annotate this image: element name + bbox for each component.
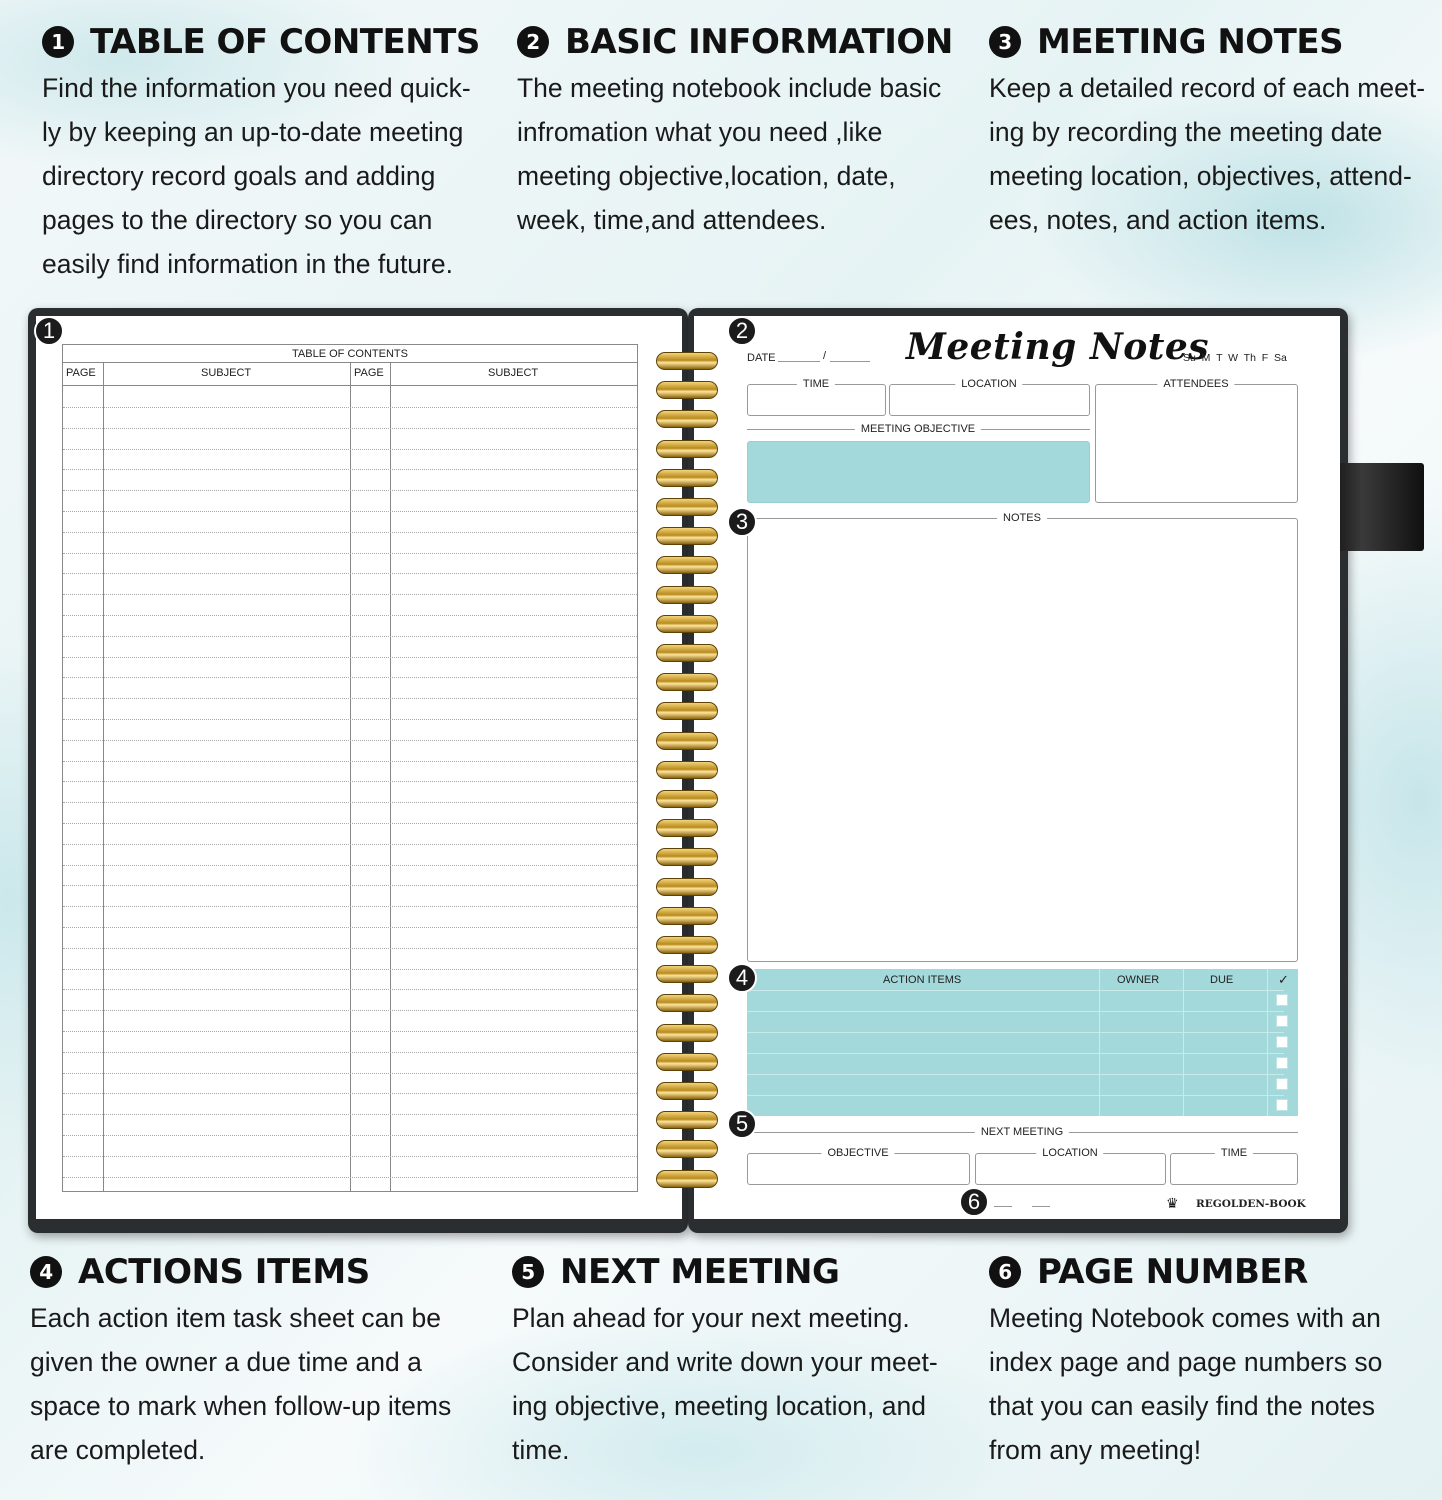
spiral-ring xyxy=(656,819,718,837)
brand-name: REGOLDEN-BOOK xyxy=(1196,1198,1306,1210)
next-meeting-label: NEXT MEETING xyxy=(975,1126,1069,1138)
action-item-checkbox xyxy=(1276,1078,1288,1090)
toc-rule-line xyxy=(63,573,637,574)
toc-rule-line xyxy=(63,927,637,928)
spiral-ring xyxy=(656,469,718,487)
elastic-pen-loop xyxy=(1336,463,1424,551)
action-item-row xyxy=(747,1011,1284,1012)
action-item-row xyxy=(747,1032,1284,1033)
spiral-ring xyxy=(656,1082,718,1100)
spiral-ring xyxy=(656,1053,718,1071)
number-badge: 1 xyxy=(42,26,74,58)
feature-description: Find the information you need quick- ly by keeping an up-to-date meeting directory record goals and adding pages to the directory so you can easily find information in the future. xyxy=(42,73,471,279)
spiral-ring xyxy=(656,615,718,633)
next-objective-label: OBJECTIVE xyxy=(821,1147,894,1159)
toc-rule-line xyxy=(63,1093,637,1094)
spiral-ring xyxy=(656,878,718,896)
spiral-ring xyxy=(656,410,718,428)
toc-rule-line xyxy=(63,594,637,595)
spiral-ring xyxy=(656,1111,718,1129)
feature-title: NEXT MEETING xyxy=(560,1252,840,1292)
toc-rule-line xyxy=(63,428,637,429)
toc-rule-line xyxy=(63,657,637,658)
notes-label: NOTES xyxy=(997,512,1047,524)
toc-rule-line xyxy=(63,1114,637,1115)
spiral-ring xyxy=(656,556,718,574)
feature-description: Each action item task sheet can be given the owner a due time and a space to mark when follow-up items are completed. xyxy=(30,1303,452,1465)
spiral-ring xyxy=(656,498,718,516)
owner-header: OWNER xyxy=(1117,974,1160,986)
feature-title: PAGE NUMBER xyxy=(1037,1252,1308,1292)
feature-title: MEETING NOTES xyxy=(1037,22,1344,62)
toc-rule-line xyxy=(63,1177,637,1178)
toc-rule-line xyxy=(63,677,637,678)
toc-rule-line xyxy=(63,469,637,470)
toc-rule-line xyxy=(63,948,637,949)
toc-rule-line xyxy=(63,615,637,616)
feature-description: Meeting Notebook comes with an index page and page numbers so that you can easily find the notes from any meeting! xyxy=(989,1303,1383,1465)
spiral-ring xyxy=(656,1170,718,1188)
feature-description: Keep a detailed record of each meet- ing by recording the meeting date meeting location, objectives, attend- ees, notes, and action items. xyxy=(989,73,1426,235)
toc-rule-line xyxy=(63,532,637,533)
marker-5: 5 xyxy=(727,1109,757,1139)
spiral-ring xyxy=(656,673,718,691)
toc-table xyxy=(62,344,638,1192)
marker-4: 4 xyxy=(727,963,757,993)
attendees-box xyxy=(1095,384,1298,503)
spiral-ring xyxy=(656,381,718,399)
spiral-ring xyxy=(656,907,718,925)
toc-rule-line xyxy=(63,865,637,866)
toc-title: TABLE OF CONTENTS xyxy=(63,345,637,363)
date-separator: / xyxy=(823,350,827,362)
toc-rule-line xyxy=(63,969,637,970)
action-item-row xyxy=(747,1095,1284,1096)
spiral-ring xyxy=(656,1140,718,1158)
toc-rule-line xyxy=(63,740,637,741)
toc-rule-line xyxy=(63,844,637,845)
feature-table-of-contents xyxy=(42,22,492,286)
feature-description: Plan ahead for your next meeting. Consider and write down your meet- ing objective, meeting location, and time. xyxy=(512,1303,938,1465)
attendees-label: ATTENDEES xyxy=(1157,378,1234,390)
number-badge: 4 xyxy=(30,1256,62,1288)
spiral-ring xyxy=(656,790,718,808)
spiral-ring xyxy=(656,761,718,779)
page-title: Meeting Notes xyxy=(906,326,1210,368)
spiral-ring xyxy=(656,352,718,370)
spiral-ring xyxy=(656,732,718,750)
toc-rule-line xyxy=(63,885,637,886)
feature-description: The meeting notebook include basic infromation what you need ,like meeting objective,location, date, week, time,and attendees. xyxy=(517,73,942,235)
notes-box xyxy=(747,518,1298,962)
spiral-ring xyxy=(656,1024,718,1042)
toc-rule-line xyxy=(63,781,637,782)
meeting-objective-label: MEETING OBJECTIVE xyxy=(855,423,981,435)
feature-title: ACTIONS ITEMS xyxy=(78,1252,370,1292)
spiral-ring xyxy=(656,994,718,1012)
done-check-header: ✓ xyxy=(1278,972,1289,987)
action-items-header: ACTION ITEMS xyxy=(883,974,962,986)
weekday-selector: Su M T W Th F Sa xyxy=(1183,352,1287,364)
due-header: DUE xyxy=(1210,974,1234,986)
feature-page-number xyxy=(989,1252,1434,1472)
toc-rule-line xyxy=(63,490,637,491)
action-items-table xyxy=(747,969,1298,1116)
number-badge: 6 xyxy=(989,1256,1021,1288)
toc-rule-line xyxy=(63,698,637,699)
toc-rule-line xyxy=(63,553,637,554)
action-item-checkbox xyxy=(1276,1057,1288,1069)
marker-1: 1 xyxy=(34,316,64,346)
toc-rule-line xyxy=(63,1135,637,1136)
toc-rule-line xyxy=(63,407,637,408)
spiral-ring xyxy=(656,936,718,954)
action-item-row xyxy=(747,990,1284,991)
location-label: LOCATION xyxy=(955,378,1022,390)
toc-col-subject: SUBJECT xyxy=(488,367,539,379)
feature-basic-information xyxy=(517,22,967,242)
time-label: TIME xyxy=(797,378,835,390)
marker-3: 3 xyxy=(727,507,757,537)
number-badge: 3 xyxy=(989,26,1021,58)
spiral-ring xyxy=(656,702,718,720)
next-time-label: TIME xyxy=(1215,1147,1253,1159)
toc-rule-line xyxy=(63,511,637,512)
toc-rule-line xyxy=(63,906,637,907)
number-badge: 2 xyxy=(517,26,549,58)
action-item-row xyxy=(747,1053,1284,1054)
toc-col-subject: SUBJECT xyxy=(201,367,252,379)
spiral-ring xyxy=(656,527,718,545)
toc-rule-line xyxy=(63,719,637,720)
spiral-ring xyxy=(656,586,718,604)
toc-rule-line xyxy=(63,989,637,990)
meeting-objective-box xyxy=(747,441,1090,503)
page-number-blank xyxy=(1032,1206,1050,1207)
page-number-blank xyxy=(994,1206,1012,1207)
spiral-ring xyxy=(656,848,718,866)
marker-6: 6 xyxy=(959,1187,989,1217)
action-item-row xyxy=(747,1074,1284,1075)
number-badge: 5 xyxy=(512,1256,544,1288)
toc-rule-line xyxy=(63,449,637,450)
action-item-checkbox xyxy=(1276,1099,1288,1111)
action-item-checkbox xyxy=(1276,994,1288,1006)
crown-logo-icon: ♛ xyxy=(1166,1195,1179,1211)
action-item-checkbox xyxy=(1276,1036,1288,1048)
spiral-ring xyxy=(656,440,718,458)
toc-rule-line xyxy=(63,1031,637,1032)
toc-rule-line xyxy=(63,823,637,824)
next-location-label: LOCATION xyxy=(1036,1147,1103,1159)
toc-header-rule xyxy=(63,385,637,386)
spiral-ring xyxy=(656,644,718,662)
date-label: DATE xyxy=(747,352,776,364)
feature-next-meeting xyxy=(512,1252,962,1472)
feature-action-items xyxy=(30,1252,480,1472)
toc-rule-line xyxy=(63,761,637,762)
toc-rule-line xyxy=(63,1073,637,1074)
action-item-checkbox xyxy=(1276,1015,1288,1027)
feature-meeting-notes xyxy=(989,22,1434,242)
toc-col-page: PAGE xyxy=(354,367,384,379)
toc-rule-line xyxy=(63,636,637,637)
toc-rule-line xyxy=(63,802,637,803)
toc-rule-line xyxy=(63,1156,637,1157)
feature-title: TABLE OF CONTENTS xyxy=(90,22,480,62)
feature-title: BASIC INFORMATION xyxy=(565,22,953,62)
toc-col-page: PAGE xyxy=(66,367,96,379)
spiral-ring xyxy=(656,965,718,983)
toc-rule-line xyxy=(63,1010,637,1011)
toc-rule-line xyxy=(63,1052,637,1053)
marker-2: 2 xyxy=(727,316,757,346)
